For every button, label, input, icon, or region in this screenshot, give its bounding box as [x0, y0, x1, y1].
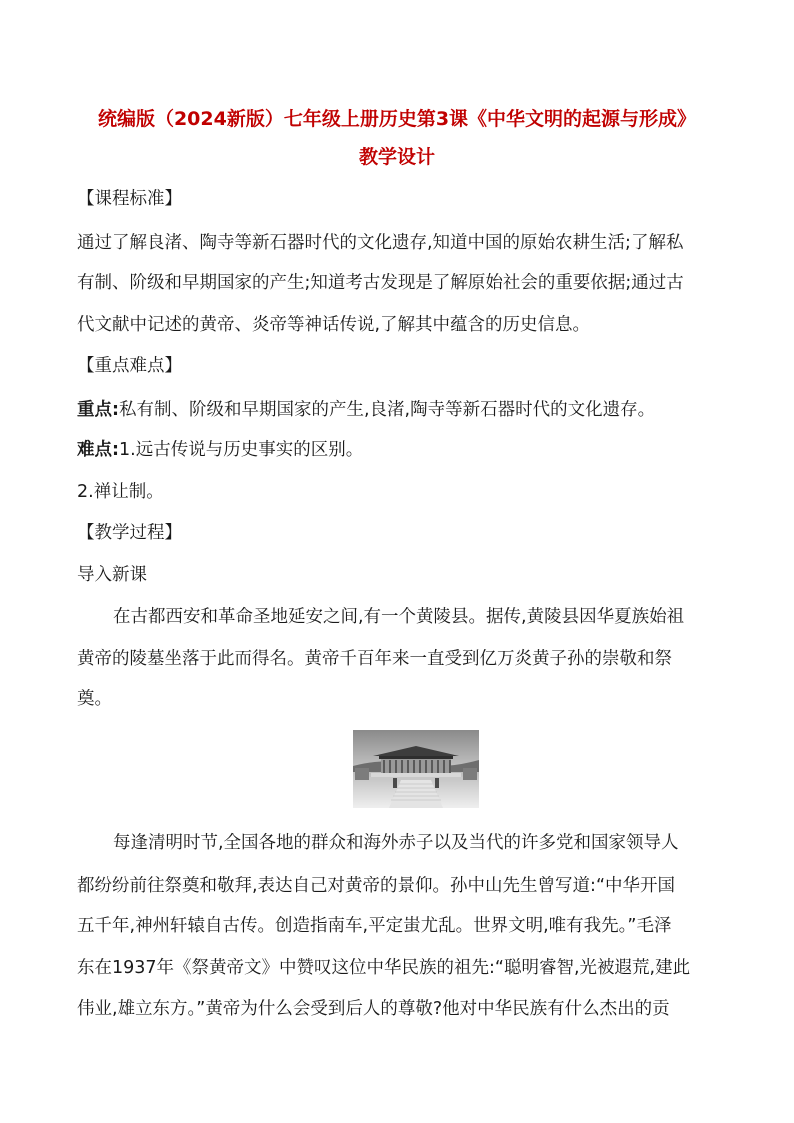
document-title: 统编版（2024新版）七年级上册历史第3课《中华文明的起源与形成》	[97, 108, 697, 130]
curriculum-line-1: 通过了解良渚、陶寺等新石器时代的文化遗存,知道中国的原始农耕生活;了解私	[77, 233, 684, 253]
difficult-point-2: 2.禅让制。	[77, 482, 164, 502]
intro-heading: 导入新课	[77, 565, 147, 585]
difficult-label: 难点:	[77, 440, 119, 460]
difficult-point	[77, 438, 363, 462]
para2-line-5: 伟业,雄立东方。”黄帝为什么会受到后人的尊敬?他对中华民族有什么杰出的贡	[77, 999, 670, 1019]
para2-line-1: 每逢清明时节,全国各地的群众和海外赤子以及当代的许多党和国家领导人	[113, 833, 679, 853]
key-label: 重点:	[77, 400, 119, 420]
key-text: 私有制、阶级和早期国家的产生,良渚,陶寺等新石器时代的文化遗存。	[119, 400, 656, 420]
para1-line-2: 黄帝的陵墓坐落于此而得名。黄帝千百年来一直受到亿万炎黄子孙的崇敬和祭	[77, 649, 672, 669]
key-point	[77, 398, 655, 422]
curriculum-heading: 【课程标准】	[77, 189, 182, 209]
document-subtitle: 教学设计	[358, 146, 435, 168]
process-heading: 【教学过程】	[77, 523, 182, 543]
para2-line-3: 五千年,神州轩辕自古传。创造指南车,平定蚩尤乱。世界文明,唯有我先。”毛泽	[77, 916, 672, 936]
curriculum-line-3: 代文献中记述的黄帝、炎帝等神话传说,了解其中蕴含的历史信息。	[77, 315, 591, 335]
difficult-text: 1.远古传说与历史事实的区别。	[119, 440, 364, 460]
para1-line-1: 在古都西安和革命圣地延安之间,有一个黄陵县。据传,黄陵县因华夏族始祖	[113, 607, 685, 627]
para1-line-3: 奠。	[77, 689, 112, 709]
curriculum-line-2: 有制、阶级和早期国家的产生;知道考古发现是了解原始社会的重要依据;通过古	[77, 273, 684, 293]
huangdi-mausoleum-photo	[353, 730, 479, 808]
para2-line-2: 都纷纷前往祭奠和敬拜,表达自己对黄帝的景仰。孙中山先生曾写道:“中华开国	[77, 876, 676, 896]
keypoints-heading: 【重点难点】	[77, 356, 182, 376]
para2-line-4: 东在1937年《祭黄帝文》中赞叹这位中华民族的祖先:“聪明睿智,光被遐荒,建此	[77, 958, 691, 978]
